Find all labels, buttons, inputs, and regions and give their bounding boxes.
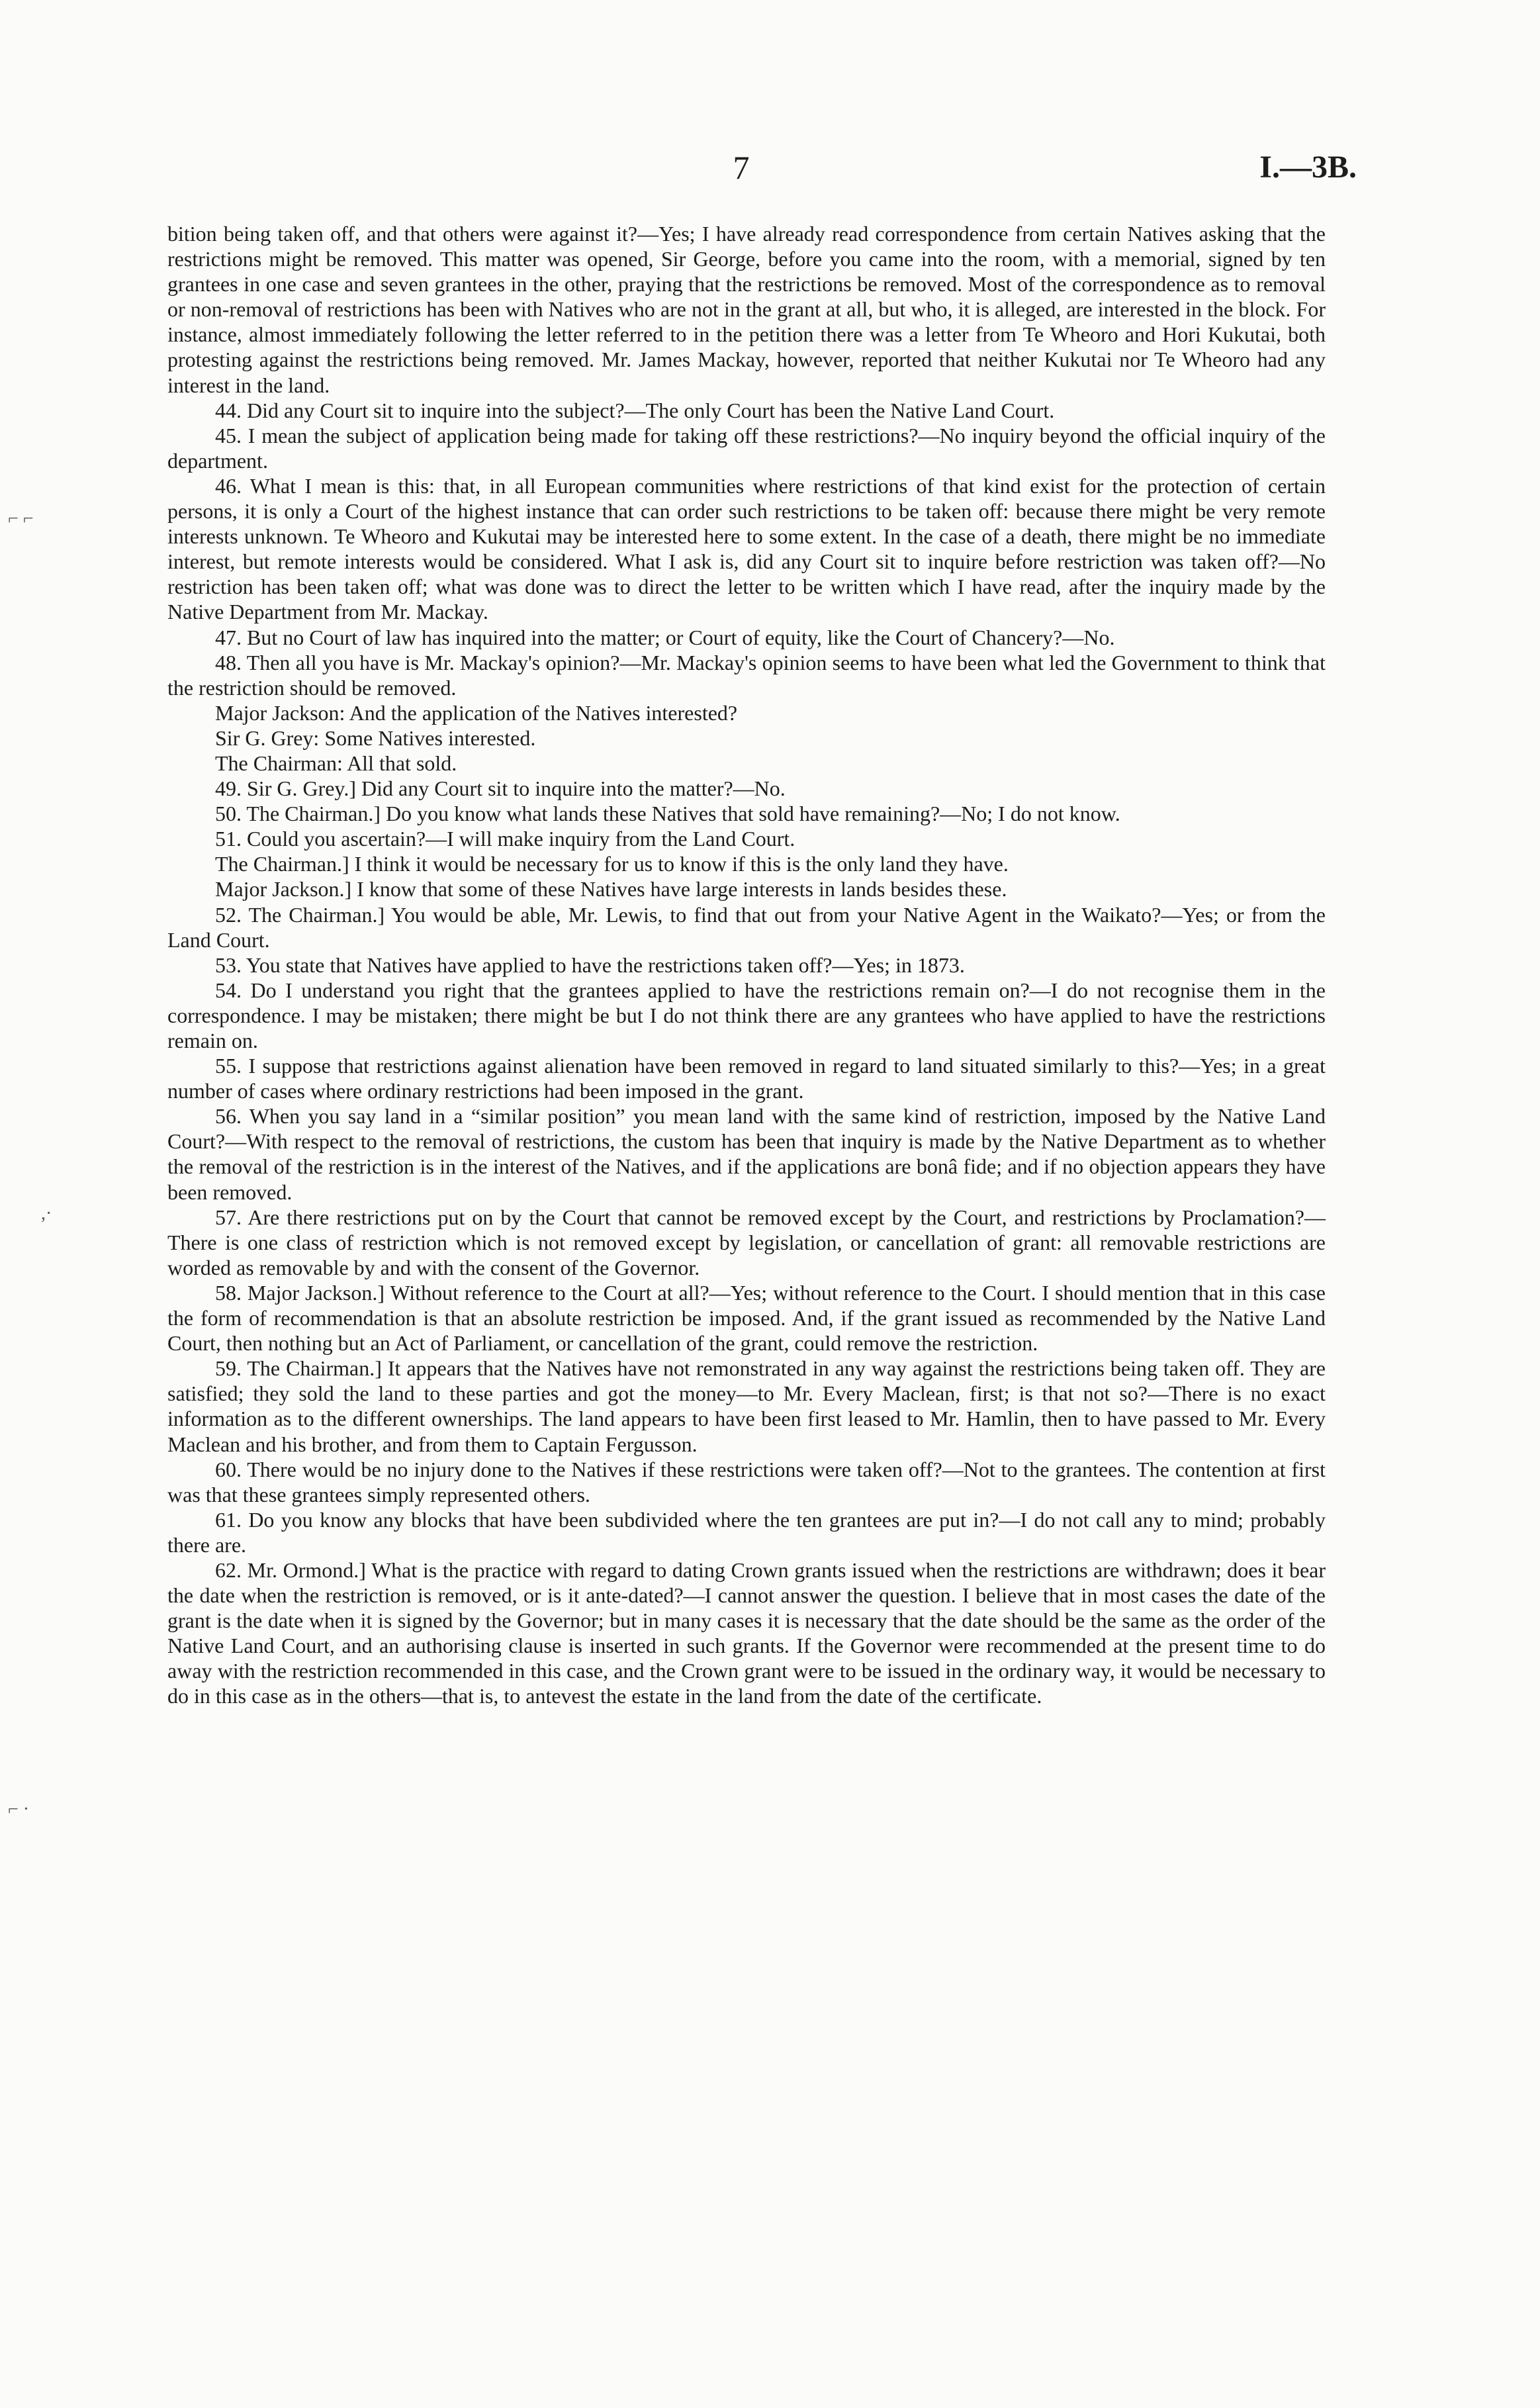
paragraph: 45. I mean the subject of application being made for taking off these restrictions?—No inquiry beyond the official inquiry of the department.: [167, 423, 1326, 473]
paragraph: 51. Could you ascertain?—I will make inquiry from the Land Court.: [215, 827, 795, 851]
paragraph: 52. The Chairman.] You would be able, Mr. Lewis, to find that out from your Native Agent in the Waikato?—Yes; or from the Land Court.: [167, 902, 1326, 952]
paragraph: 47. But no Court of law has inquired into the matter; or Court of equity, like the Court of Chancery?—No.: [215, 625, 1115, 649]
paragraph: 55. I suppose that restrictions against alienation have been removed in regard to land situated similarly to this?—Yes; in a great number of cases where ordinary restrictions had been imposed in the grant.: [167, 1054, 1326, 1103]
paragraph: 46. What I mean is this: that, in all European communities where restrictions of that kind exist for the protection of certain persons, it is only a Court of the highest instance that can order such restrictions to be taken off: because there might be very remote interests unknown. Te Wheoro and Kukutai may be interested here to some extent. In the case of a death, there might be no immediate interest, but remote interests would be considered. What I ask is, did any Court sit to inquire before restriction was taken off?—No restriction has been taken off; what was done was to direct the letter to be written which I have read, after the inquiry made by the Native Department from Mr. Mackay.: [167, 473, 1326, 624]
paragraph: 56. When you say land in a “similar position” you mean land with the same kind of restriction, imposed by the Native Land Court?—With respect to the removal of restrictions, the custom has been that inquiry is made by the Native Department as to whether the removal of the restriction is in the interest of the Natives, and if the applications are bonâ fide; and if no objection appears they have been removed.: [167, 1104, 1326, 1204]
paragraph: 60. There would be no injury done to the Natives if these restrictions were taken off?—Not to the grantees. The contention at first was that these grantees simply represented others.: [167, 1457, 1326, 1506]
paragraph: Sir G. Grey: Some Natives interested.: [215, 725, 536, 750]
paragraph: 50. The Chairman.] Do you know what lands these Natives that sold have remaining?—No; I do not know.: [215, 802, 1120, 826]
paragraph: 62. Mr. Ormond.] What is the practice with regard to dating Crown grants issued when the restrictions are withdrawn; does it bear the date when the restriction is removed, or is it ante-dated?—I cannot answer the question. I believe that in most cases the date of the grant is the date when it is signed by the Governor; but in many cases it is necessary that the date should be the same as the order of the Native Land Court, and an authorising clause is inserted in such grants. If the Governor were recommended at the present time to do away with the restriction recommended in this case, and the Crown grant were to be issued in the ordinary way, it would be necessary to do in this case as in the others—that is, to antevest the estate in the land from the date of the certificate.: [167, 1557, 1326, 1708]
page-number: 7: [733, 149, 750, 186]
margin-mark: ⌐ ·: [8, 1799, 30, 1820]
document-reference: I.—3B.: [1259, 150, 1357, 185]
margin-mark: ⌐ ⌐: [8, 508, 34, 529]
paragraph: 59. The Chairman.] It appears that the Natives have not remonstrated in any way against the restrictions being taken off. They are satisfied; they sold the land to these parties and got the money—to Mr. Every Maclean, first; is that not so?—There is no exact information as to the different ownerships. The land appears to have been first leased to Mr. Hamlin, then to have passed to Mr. Every Maclean and his brother, and from them to Captain Fergusson.: [167, 1356, 1326, 1456]
paragraph: 61. Do you know any blocks that have been subdivided where the ten grantees are put in?—I do not call any to mind; probably there are.: [167, 1507, 1326, 1557]
paragraph: 44. Did any Court sit to inquire into the subject?—The only Court has been the Native Land Court.: [215, 398, 1055, 422]
paragraph: Major Jackson: And the application of the Natives interested?: [215, 700, 738, 725]
paragraph: The Chairman.] I think it would be necessary for us to know if this is the only land they have.: [215, 852, 1009, 876]
paragraph: Major Jackson.] I know that some of these Natives have large interests in lands besides these.: [215, 877, 1007, 902]
paragraph: 49. Sir G. Grey.] Did any Court sit to inquire into the matter?—No.: [215, 776, 786, 801]
paragraph: The Chairman: All that sold.: [215, 751, 457, 775]
margin-mark: ,·: [41, 1203, 52, 1224]
paragraph: 53. You state that Natives have applied to have the restrictions taken off?—Yes; in 1873.: [215, 952, 965, 977]
paragraph: 54. Do I understand you right that the grantees applied to have the restrictions remain on?—I do not recognise them in the correspondence. I may be mistaken; there might be but I do not think there are any grantees who have applied to have the restrictions remain on.: [167, 978, 1326, 1052]
paragraph: 58. Major Jackson.] Without reference to the Court at all?—Yes; without reference to the Court. I should mention that in this case the form of recommendation is that an absolute restriction be imposed. And, if the grant issued as recommended by the Native Land Court, then nothing but an Act of Parliament, or cancellation of the grant, could remove the restriction.: [167, 1280, 1326, 1356]
paragraph: 48. Then all you have is Mr. Mackay's opinion?—Mr. Mackay's opinion seems to have been what led the Government to think that the restriction should be removed.: [167, 650, 1326, 700]
paragraph: bition being taken off, and that others were against it?—Yes; I have already read correspondence from certain Natives asking that the restrictions might be removed. This matter was opened, Sir George, before you came into the room, with a memorial, signed by ten grantees in one case and seven grantees in the other, praying that the restrictions be removed. Most of the correspondence as to removal or non-removal of restrictions has been with Natives who are not in the grant at all, but who, it is alleged, are interested in the block. For instance, almost immediately following the letter referred to in the petition there was a letter from Te Wheoro and Hori Kukutai, both protesting against the restrictions being removed. Mr. James Mackay, however, reported that neither Kukutai nor Te Wheoro had any interest in the land.: [167, 222, 1326, 397]
transcript-body: [167, 221, 1326, 1709]
paragraph: 57. Are there restrictions put on by the Court that cannot be removed except by the Court, and restrictions by Proclamation?—There is one class of restriction which is not removed except by legislation, or cancellation of grant: all removable restrictions are worded as removable by and with the consent of the Governor.: [167, 1205, 1326, 1279]
